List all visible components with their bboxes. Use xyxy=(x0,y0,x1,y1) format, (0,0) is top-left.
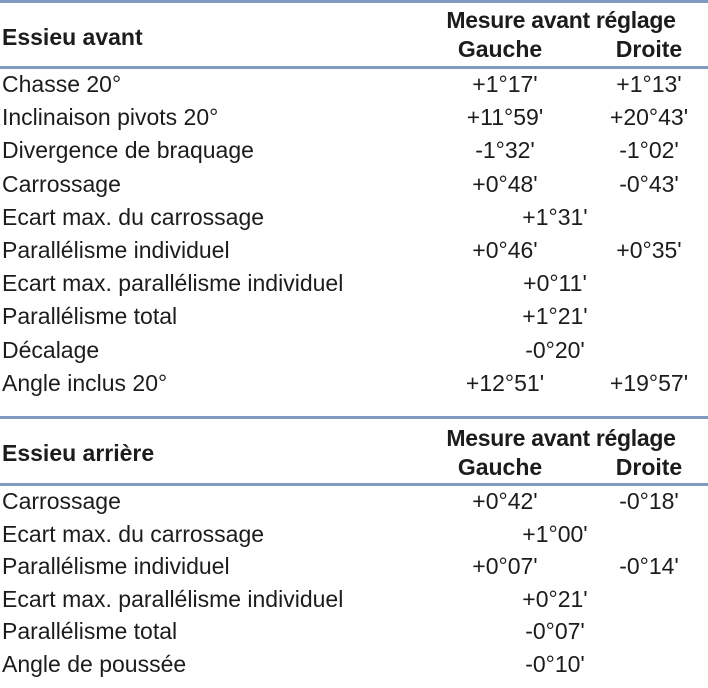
row-combined-value: +1°31' xyxy=(522,203,588,230)
row-left-value: +0°46' xyxy=(472,237,538,263)
row-right-value: -0°14' xyxy=(619,553,679,579)
row-label: Chasse 20° xyxy=(2,71,122,97)
section-divider xyxy=(0,416,708,419)
rear-left-header: Gauche xyxy=(457,454,543,480)
row-label: Parallélisme total xyxy=(2,303,178,330)
rear-axle-title: Essieu arrière xyxy=(2,440,155,466)
table-row xyxy=(0,234,708,266)
row-label: Inclinaison pivots 20° xyxy=(2,104,219,131)
row-left-value: +12°51' xyxy=(465,369,545,396)
table-row xyxy=(0,367,708,399)
row-label: Parallélisme individuel xyxy=(2,553,230,579)
row-label: Carrossage xyxy=(2,170,121,197)
row-label: Ecart max. du carrossage xyxy=(2,203,265,230)
row-combined-value: +1°00' xyxy=(522,520,588,547)
row-right-value: +1°13' xyxy=(616,71,682,97)
row-left-value: +0°07' xyxy=(472,553,538,579)
table-row xyxy=(0,485,708,517)
row-combined-value: -0°20' xyxy=(525,336,585,363)
table-row xyxy=(0,648,708,680)
row-right-value: -0°18' xyxy=(619,488,679,514)
row-label: Angle de poussée xyxy=(2,650,187,677)
row-combined-value: +0°11' xyxy=(523,270,587,297)
table-row xyxy=(0,583,708,615)
table-row xyxy=(0,267,708,299)
row-right-value: +20°43' xyxy=(609,104,689,131)
row-left-value: -1°32' xyxy=(475,137,535,164)
table-row xyxy=(0,168,708,200)
row-combined-value: +0°21' xyxy=(522,585,588,612)
table-row xyxy=(0,201,708,233)
front-right-header: Droite xyxy=(615,36,683,62)
table-row xyxy=(0,518,708,550)
row-label: Parallélisme total xyxy=(2,618,178,644)
row-left-value: +11°59' xyxy=(466,104,544,131)
row-right-value: -1°02' xyxy=(619,137,679,164)
table-row xyxy=(0,68,708,100)
row-label: Ecart max. parallélisme individuel xyxy=(2,270,344,297)
row-combined-value: -0°10' xyxy=(525,650,585,677)
table-row xyxy=(0,550,708,582)
rear-right-header: Droite xyxy=(615,454,683,480)
row-combined-value: +1°21' xyxy=(522,303,588,330)
table-row xyxy=(0,101,708,133)
row-left-value: +1°17' xyxy=(472,71,538,97)
row-combined-value: -0°07' xyxy=(525,618,585,644)
row-label: Carrossage xyxy=(2,488,121,514)
row-label: Décalage xyxy=(2,336,100,363)
row-label: Divergence de braquage xyxy=(2,137,254,164)
table-row xyxy=(0,334,708,366)
table-row xyxy=(0,300,708,332)
row-label: Angle inclus 20° xyxy=(2,369,168,396)
row-right-value: +19°57' xyxy=(609,369,689,396)
row-right-value: -0°43' xyxy=(619,170,679,197)
row-label: Ecart max. parallélisme individuel xyxy=(2,585,344,612)
table-row xyxy=(0,615,708,647)
front-measure-header: Mesure avant réglage xyxy=(446,7,676,33)
row-left-value: +0°48' xyxy=(472,170,538,197)
front-axle-title: Essieu avant xyxy=(2,24,143,50)
row-left-value: +0°42' xyxy=(472,488,538,514)
row-right-value: +0°35' xyxy=(616,237,682,263)
top-divider xyxy=(0,0,708,3)
rear-measure-header: Mesure avant réglage xyxy=(446,425,676,451)
row-label: Ecart max. du carrossage xyxy=(2,520,265,547)
row-label: Parallélisme individuel xyxy=(2,237,230,263)
front-left-header: Gauche xyxy=(457,36,543,62)
table-row xyxy=(0,134,708,166)
